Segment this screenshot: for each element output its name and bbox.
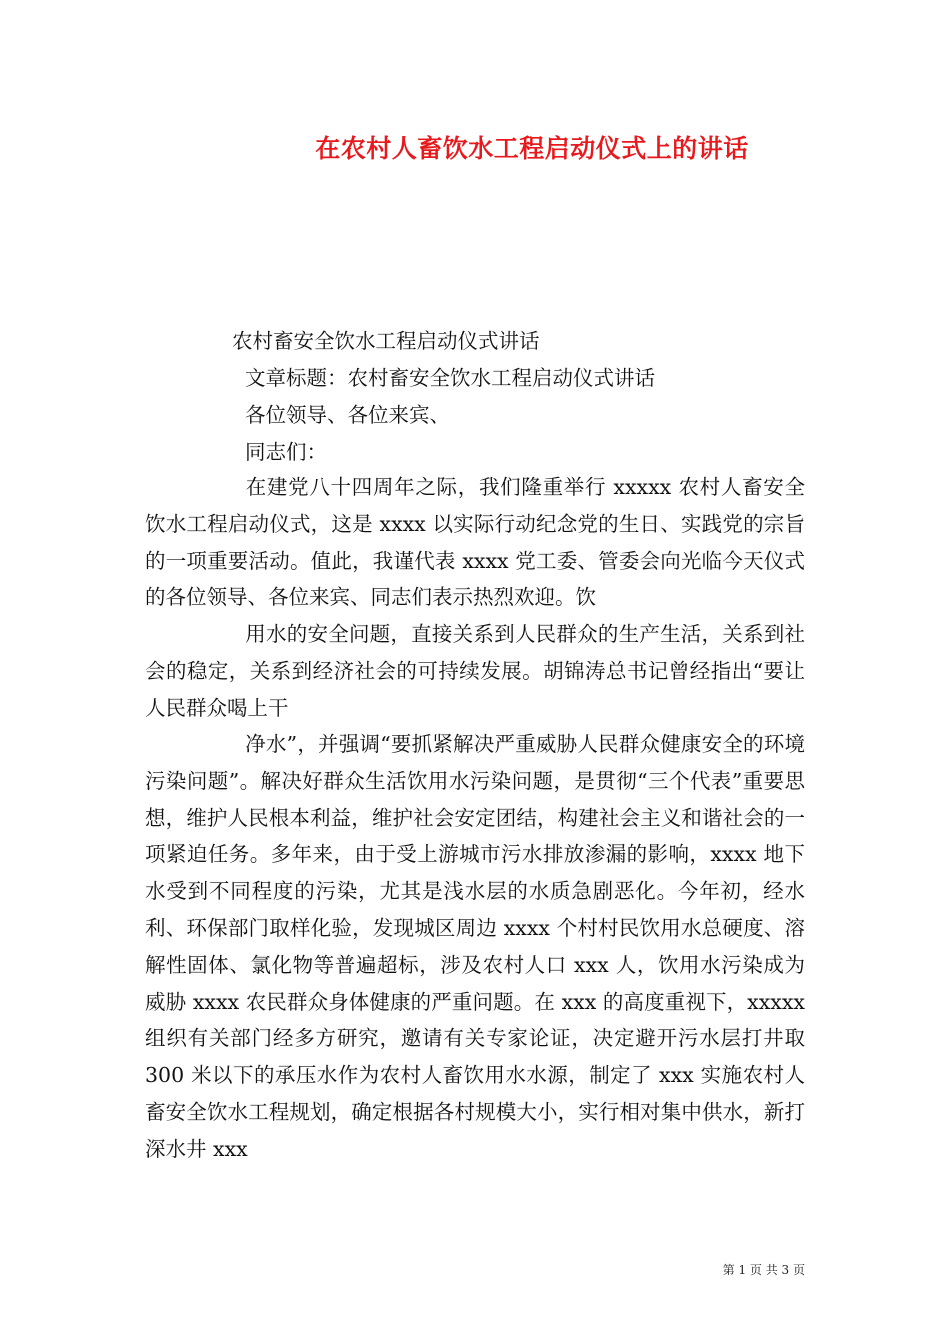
greeting-line-2: 同志们：: [245, 440, 327, 464]
paragraph-text: 用水的安全问题，直接关系到人民群众的生产生活，关系到社会的稳定，关系到经济社会的可持续发展。胡锦涛总书记曾经指出“要让人民群众喝上干: [145, 622, 805, 720]
greeting-line-1: 各位领导、各位来宾、: [245, 403, 450, 427]
page-footer: 第 1 页 共 3 页: [722, 1263, 805, 1277]
article-title-line: 文章标题：农村畜安全饮水工程启动仪式讲话: [245, 366, 655, 390]
speech-subtitle: 农村畜安全饮水工程启动仪式讲话: [232, 329, 540, 353]
paragraph-text: 净水”，并强调“要抓紧解决严重威胁人民群众健康安全的环境污染问题”。解决好群众生活饮用水污染问题，是贯彻“三个代表”重要思想，维护人民根本利益，维护社会安定团结，构建社会主义和谐社会的一项紧迫任务。多年来，由于受上游城市污水排放渗漏的影响，xxxx 地下水受到不同程度的污染，尤其是浅水层的水质急剧恶化。今年初，经水利、环保部门取样化验，发现城区周边 xxxx 个村村民饮用水总硬度、溶解性固体、氯化物等普遍超标，涉及农村人口 xxx 人，饮用水污染成为威胁 xxxx 农民群众身体健康的严重问题。在 xxx 的高度重视下，xxxxx 组织有关部门经多方研究，邀请有关专家论证，决定避开污水层打井取 300 米以下的承压水作为农村人畜饮用水水源，制定了 xxx 实施农村人畜安全饮水工程规划，确定根据各村规模大小，实行相对集中供水，新打深水井 xxx: [145, 732, 805, 1161]
body-paragraph-1: [145, 469, 805, 616]
paragraph-text: 在建党八十四周年之际，我们隆重举行 xxxxx 农村人畜安全饮水工程启动仪式，这是 xxxx 以实际行动纪念党的生日、实践党的宗旨的一项重要活动。值此，我谨代表 xxxx 党工委、管委会向光临今天仪式的各位领导、各位来宾、同志们表示热烈欢迎。饮: [145, 475, 805, 610]
body-paragraph-3: [145, 726, 805, 1168]
body-paragraph-2: [145, 616, 805, 726]
document-title: 在农村人畜饮水工程启动仪式上的讲话: [315, 134, 749, 163]
